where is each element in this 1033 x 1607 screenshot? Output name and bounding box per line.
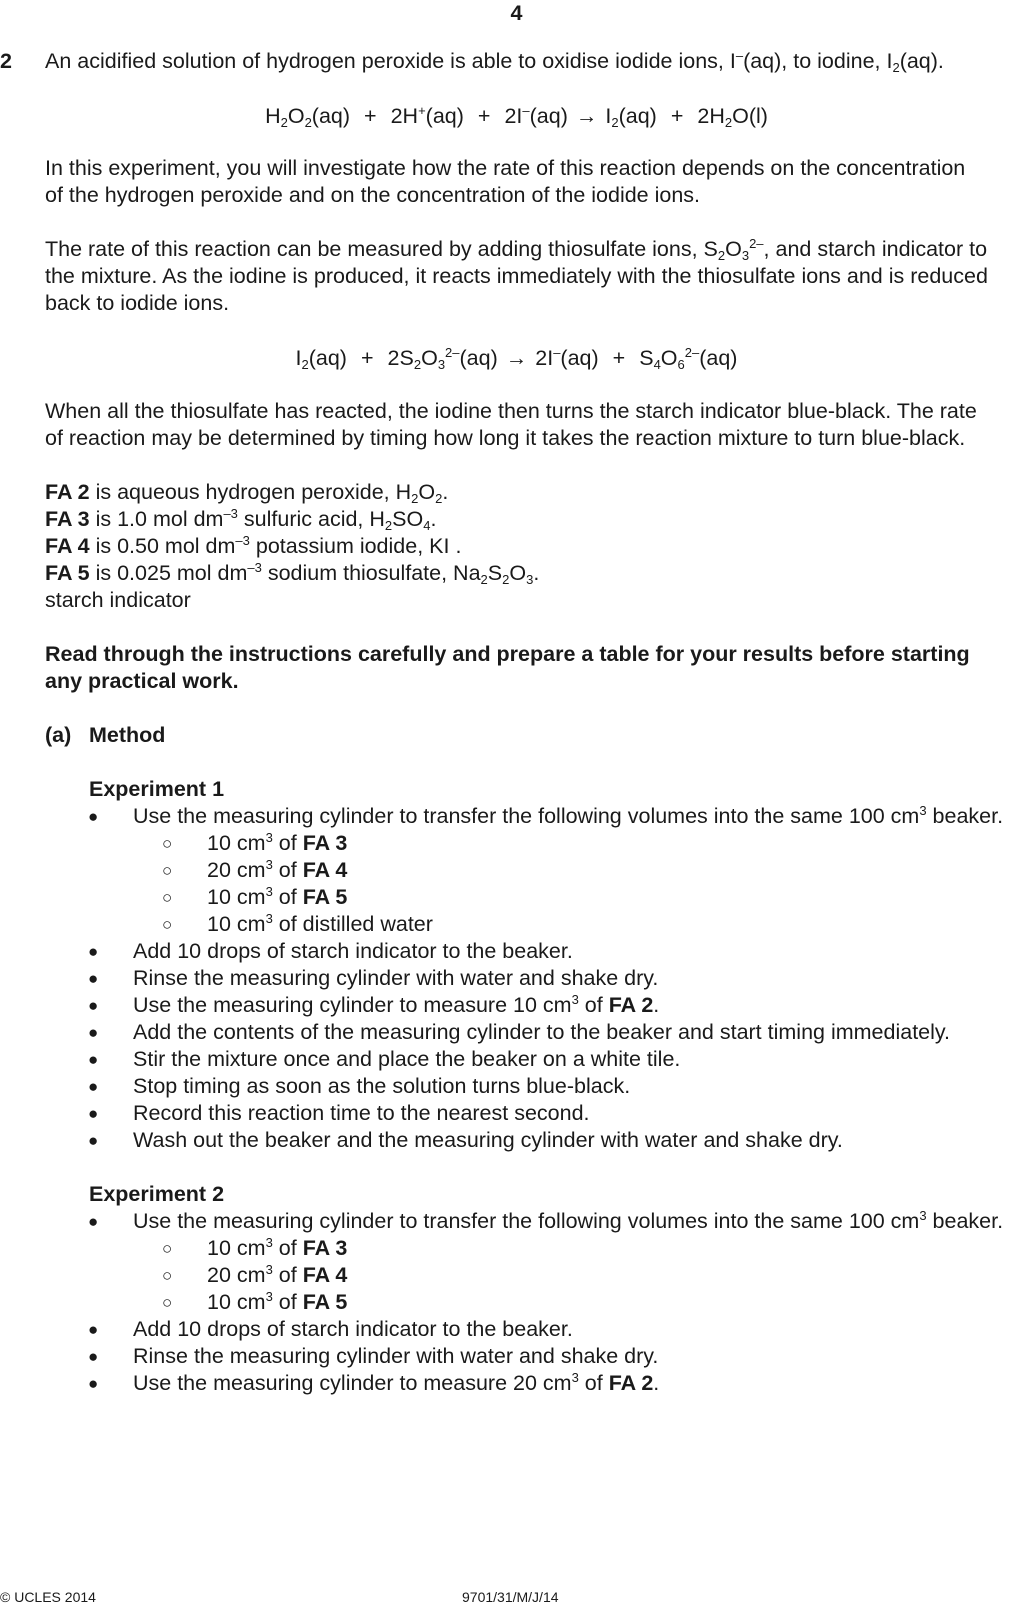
exp2-transfer-step: Use the measuring cylinder to transfer the following volumes into the same 100 $cm^3$ beaker. [133, 1208, 1004, 1233]
exp1-step-record: Record this reaction time to the nearest second. [133, 1101, 590, 1125]
bullet-icon: ● [88, 1104, 99, 1123]
instruction-line-1: Read through the instructions carefully and prepare a table for your results before starting [45, 642, 970, 666]
exp1-step-wash: Wash out the beaker and the measuring cylinder with water and shake dry. [133, 1128, 843, 1152]
exp1-step-stop-timing: Stop timing as soon as the solution turns blue-black. [133, 1074, 631, 1098]
exp1-volume-fa5: 10 $cm^3$ of FA 5 [207, 884, 348, 909]
intro-paragraph-3-line-1: The rate of this reaction can be measured by adding thiosulfate ions, $S_2O_3^{2-}$, and starch indicator to [45, 236, 988, 263]
bullet-icon: ● [88, 807, 99, 826]
bullet-icon: ● [88, 1212, 99, 1231]
reaction-arrow-icon: → [575, 104, 598, 128]
intro-paragraph-4-line-1: When all the thiosulfate has reacted, the iodine then turns the starch indicator blue-black. The rate [45, 399, 977, 423]
bullet-icon: ● [88, 1131, 99, 1150]
exp2-volume-fa3: 10 $cm^3$ of FA 3 [207, 1235, 348, 1260]
exp2-step-rinse: Rinse the measuring cylinder with water and shake dry. [133, 1344, 659, 1368]
circle-bullet-icon: ○ [162, 861, 173, 880]
equation-1: $H_2O_2(aq) + 2H^+(aq) + 2I^-(aq) \to I_2(aq) + 2H_2O(l)$ [265, 103, 768, 130]
circle-bullet-icon: ○ [162, 888, 173, 907]
exp1-step-starch: Add 10 drops of starch indicator to the beaker. [133, 939, 573, 963]
footer-paper-code: 9701/31/M/J/14 [462, 1589, 559, 1605]
intro-paragraph-3-line-2: the mixture. As the iodine is produced, it reacts immediately with the thiosulfate ions and is reduced [45, 264, 988, 288]
part-a-title: Method [89, 723, 166, 747]
footer-copyright: © UCLES 2014 [0, 1589, 96, 1605]
instruction-line-2: any practical work. [45, 669, 239, 693]
exp1-step-rinse: Rinse the measuring cylinder with water and shake dry. [133, 966, 659, 990]
exp1-transfer-step: Use the measuring cylinder to transfer the following volumes into the same 100 $cm^3$ beaker. [133, 803, 1004, 828]
page-number: 4 [510, 1, 523, 25]
reagent-fa2: FA 2 is aqueous hydrogen peroxide, $H_2O_2$. [45, 480, 449, 506]
exp1-step-measure: Use the measuring cylinder to measure 10 $cm^3$ of FA 2. [133, 992, 660, 1017]
reagent-starch: starch indicator [45, 588, 191, 612]
intro-paragraph-4-line-2: of reaction may be determined by timing how long it takes the reaction mixture to turn blue-black. [45, 426, 966, 450]
bullet-icon: ● [88, 1374, 99, 1393]
intro-paragraph-2-line-2: of the hydrogen peroxide and on the concentration of the iodide ions. [45, 183, 701, 207]
intro-paragraph-2-line-1: In this experiment, you will investigate how the rate of this reaction depends on the concentration [45, 156, 966, 180]
circle-bullet-icon: ○ [162, 834, 173, 853]
reagent-fa3: FA 3 is 1.0 mol $dm^{-3}$ sulfuric acid, $H_2SO_4$. [45, 506, 437, 533]
reagent-fa4: FA 4 is 0.50 mol $dm^{-3}$ potassium iodide, KI . [45, 533, 462, 558]
experiment-1-title: Experiment 1 [89, 777, 225, 801]
intro-paragraph-3-line-3: back to iodide ions. [45, 291, 230, 315]
intro-paragraph-1: An acidified solution of hydrogen peroxide is able to oxidise iodide ions, I–(aq), to iodine, $I_2(aq)$. [45, 48, 944, 75]
exp2-step-starch: Add 10 drops of starch indicator to the beaker. [133, 1317, 573, 1341]
bullet-icon: ● [88, 969, 99, 988]
reaction-arrow-icon: → [505, 346, 528, 370]
exp1-volume-fa3: 10 $cm^3$ of FA 3 [207, 830, 348, 855]
exp2-step-measure: Use the measuring cylinder to measure 20 $cm^3$ of FA 2. [133, 1370, 660, 1395]
bullet-icon: ● [88, 1347, 99, 1366]
exp1-step-add-contents: Add the contents of the measuring cylinder to the beaker and start timing immediately. [133, 1020, 951, 1044]
part-a-label: (a) [45, 723, 72, 747]
exp1-volume-water: 10 $cm^3$ of distilled water [207, 911, 433, 936]
question-number: 2 [0, 49, 12, 73]
circle-bullet-icon: ○ [162, 1239, 173, 1258]
exp2-volume-fa4: 20 $cm^3$ of FA 4 [207, 1262, 348, 1287]
exp1-step-stir: Stir the mixture once and place the beaker on a white tile. [133, 1047, 681, 1071]
exp1-volume-fa4: 20 $cm^3$ of FA 4 [207, 857, 348, 882]
equation-2: $I_2(aq) + 2S_2O_3^{2-}(aq) \to 2I^-(aq) + S_4O_6^{2-}(aq)$ [295, 345, 738, 372]
bullet-icon: ● [88, 996, 99, 1015]
circle-bullet-icon: ○ [162, 1266, 173, 1285]
exp2-volume-fa5: 10 $cm^3$ of FA 5 [207, 1289, 348, 1314]
circle-bullet-icon: ○ [162, 915, 173, 934]
bullet-icon: ● [88, 1320, 99, 1339]
reagent-fa5: FA 5 is 0.025 mol $dm^{-3}$ sodium thiosulfate, $Na_2S_2O_3$. [45, 560, 540, 587]
bullet-icon: ● [88, 1050, 99, 1069]
circle-bullet-icon: ○ [162, 1293, 173, 1312]
bullet-icon: ● [88, 1077, 99, 1096]
bullet-icon: ● [88, 1023, 99, 1042]
experiment-2-title: Experiment 2 [89, 1182, 225, 1206]
bullet-icon: ● [88, 942, 99, 961]
